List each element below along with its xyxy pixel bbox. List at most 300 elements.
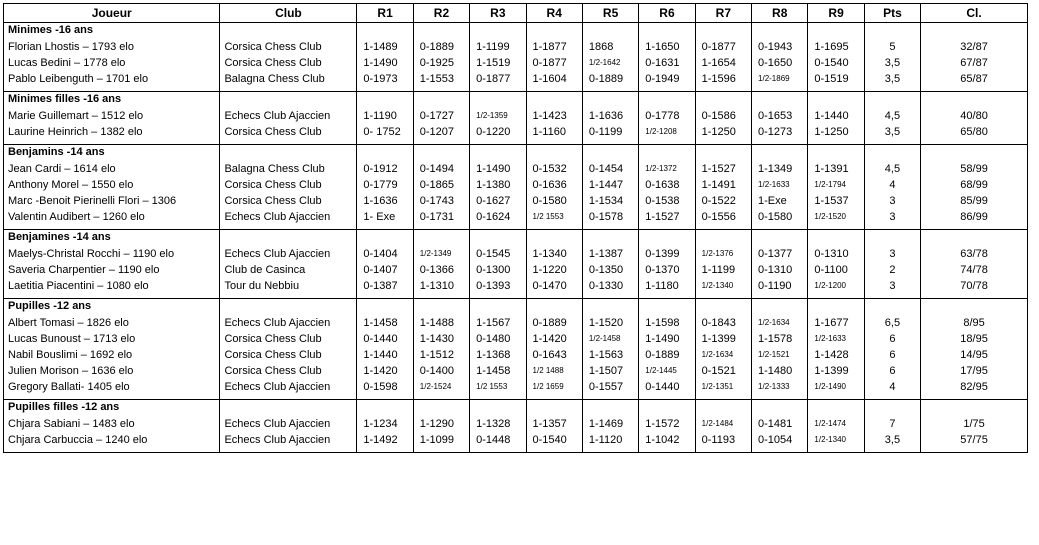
empty-cell — [526, 299, 582, 314]
round-3-result-column — [470, 106, 526, 145]
empty-cell — [639, 299, 695, 314]
round-3-result: 1/2 1553 — [476, 382, 508, 391]
round-8-result: 1/2-1869 — [758, 74, 790, 83]
empty-cell — [357, 230, 413, 245]
round-1-result: 1-1492 — [363, 434, 398, 446]
player-club: Echecs Club Ajaccien — [224, 418, 331, 430]
round-7-result: 1-1199 — [701, 264, 736, 276]
round-1-result-column — [357, 106, 413, 145]
round-1-result: 0-1912 — [363, 163, 398, 175]
header-r3: R3 — [470, 4, 526, 23]
round-2-result: 1-1488 — [419, 317, 455, 329]
group-title: Benjamines -14 ans — [4, 230, 220, 245]
empty-cell — [526, 145, 582, 160]
player-points: 3 — [889, 280, 896, 292]
player-points: 3,5 — [884, 434, 901, 446]
round-5-result: 1-1469 — [588, 418, 624, 430]
round-7-result: 1-1527 — [701, 163, 736, 175]
player-club: Echecs Club Ajaccien — [224, 434, 331, 446]
player-rank: 65/87 — [960, 73, 988, 85]
player-name: Chjara Carbuccia – 1240 elo — [8, 434, 148, 446]
round-9-result: 1-1677 — [814, 317, 849, 329]
round-1-result-column — [357, 244, 413, 299]
round-3-result: 1/2-1359 — [476, 111, 508, 120]
round-3-result: 1-1567 — [476, 317, 511, 329]
empty-cell — [752, 23, 808, 38]
round-3-result-column — [470, 313, 526, 400]
round-6-result: 0-1638 — [645, 179, 680, 191]
player-name: Jean Cardi – 1614 elo — [8, 163, 116, 175]
round-4-result-column — [526, 244, 582, 299]
player-group — [4, 92, 1028, 145]
round-2-result: 1-1512 — [419, 349, 455, 361]
round-3-result: 1-1490 — [476, 163, 511, 175]
player-club: Corsica Chess Club — [224, 333, 322, 345]
empty-cell — [413, 92, 469, 107]
round-5-result: 0-1199 — [588, 126, 623, 138]
round-4-result: 1-1420 — [532, 333, 567, 345]
header-r8: R8 — [752, 4, 808, 23]
round-2-result: 1-1099 — [419, 434, 455, 446]
empty-cell — [921, 299, 1028, 314]
round-3-result-column — [470, 244, 526, 299]
player-club: Echecs Club Ajaccien — [224, 110, 331, 122]
player-points: 4 — [889, 179, 896, 191]
empty-cell — [752, 92, 808, 107]
round-3-result: 0-1480 — [476, 333, 511, 345]
round-1-result: 1-1234 — [363, 418, 398, 430]
round-4-result: 0-1532 — [532, 163, 567, 175]
round-9-result-column — [808, 159, 864, 230]
round-1-result: 0-1407 — [363, 264, 398, 276]
round-5-result-column — [582, 414, 638, 453]
round-7-result: 0-1193 — [701, 434, 736, 446]
empty-cell — [526, 23, 582, 38]
round-9-result: 1-1440 — [814, 110, 849, 122]
round-3-result: 1-1380 — [476, 179, 511, 191]
empty-cell — [921, 230, 1028, 245]
round-2-result-column — [413, 414, 469, 453]
empty-cell — [864, 400, 920, 415]
round-6-result: 0-1399 — [645, 248, 680, 260]
empty-cell — [582, 230, 638, 245]
round-7-result: 1/2-1484 — [701, 419, 734, 428]
player-club: Corsica Chess Club — [224, 41, 322, 53]
round-5-result: 0-1454 — [588, 163, 624, 175]
round-1-result-column — [357, 414, 413, 453]
player-club: Balagna Chess Club — [224, 73, 325, 85]
round-9-result: 1/2-1200 — [814, 281, 846, 290]
round-3-result: 0-1393 — [476, 280, 511, 292]
player-club: Echecs Club Ajaccien — [224, 381, 331, 393]
round-3-result: 0-1545 — [476, 248, 511, 260]
empty-cell — [526, 230, 582, 245]
round-4-result: 1-1423 — [532, 110, 567, 122]
round-2-result-column — [413, 159, 469, 230]
player-rank: 86/99 — [960, 211, 988, 223]
round-7-result: 1-1250 — [701, 126, 736, 138]
round-3-result-column — [470, 37, 526, 92]
player-points-column — [864, 159, 920, 230]
empty-cell — [639, 230, 695, 245]
round-5-result: 1-1120 — [588, 434, 623, 446]
round-7-result: 0-1521 — [701, 365, 736, 377]
round-3-result: 0-1877 — [476, 73, 511, 85]
table-header — [4, 4, 1028, 23]
empty-cell — [695, 299, 751, 314]
round-1-result-column — [357, 159, 413, 230]
round-7-result: 1-1654 — [701, 57, 736, 69]
player-name-column — [4, 313, 220, 400]
player-points: 6 — [889, 333, 896, 345]
empty-cell — [752, 299, 808, 314]
header-r1: R1 — [357, 4, 413, 23]
player-rank: 32/87 — [960, 41, 988, 53]
round-6-result: 0-1778 — [645, 110, 680, 122]
player-points: 3,5 — [884, 126, 901, 138]
player-points: 4,5 — [884, 110, 901, 122]
round-8-result-column — [752, 244, 808, 299]
player-points: 4 — [889, 381, 896, 393]
round-5-result: 0-1350 — [588, 264, 624, 276]
round-8-result: 0-1653 — [758, 110, 793, 122]
round-9-result-column — [808, 244, 864, 299]
round-7-result: 1/2-1376 — [701, 249, 734, 258]
empty-cell — [470, 299, 526, 314]
player-group — [4, 145, 1028, 230]
round-7-result-column — [695, 244, 751, 299]
round-9-result: 1/2-1794 — [814, 180, 846, 189]
player-rank: 85/99 — [960, 195, 988, 207]
round-1-result: 1-1636 — [363, 195, 398, 207]
round-2-result: 1-1310 — [419, 280, 455, 292]
round-8-result-column — [752, 37, 808, 92]
player-name: Chjara Sabiani – 1483 elo — [8, 418, 135, 430]
empty-cell — [470, 400, 526, 415]
player-rank: 1/75 — [963, 418, 985, 430]
empty-cell — [357, 92, 413, 107]
round-6-result: 1/2-1445 — [645, 366, 677, 375]
round-4-result: 1-1160 — [532, 126, 566, 138]
empty-cell — [808, 230, 864, 245]
player-rank: 57/75 — [960, 434, 988, 446]
round-8-result: 0-1481 — [758, 418, 793, 430]
player-rank-column — [921, 159, 1028, 230]
empty-cell — [695, 23, 751, 38]
round-3-result: 1-1519 — [476, 57, 511, 69]
round-9-result-column — [808, 37, 864, 92]
player-rank-column — [921, 414, 1028, 453]
round-9-result: 1-1250 — [814, 126, 849, 138]
player-points: 5 — [889, 41, 896, 53]
player-rank-column — [921, 244, 1028, 299]
round-6-result: 0-1949 — [645, 73, 680, 85]
player-club-column — [220, 37, 357, 92]
round-6-result: 0-1440 — [645, 381, 680, 393]
empty-cell — [413, 23, 469, 38]
round-3-result: 1-1199 — [476, 41, 510, 53]
round-1-result-column — [357, 313, 413, 400]
round-9-result: 1-1428 — [814, 349, 849, 361]
player-points: 7 — [889, 418, 896, 430]
round-5-result-column — [582, 106, 638, 145]
player-rank: 68/99 — [960, 179, 988, 191]
player-rank: 74/78 — [960, 264, 988, 276]
player-club: Balagna Chess Club — [224, 163, 325, 175]
round-1-result: 1-1489 — [363, 41, 398, 53]
header-r4: R4 — [526, 4, 582, 23]
empty-cell — [357, 23, 413, 38]
player-club: Corsica Chess Club — [224, 57, 322, 69]
player-rank: 63/78 — [960, 248, 988, 260]
player-points: 3 — [889, 248, 896, 260]
round-2-result: 0-1889 — [419, 41, 455, 53]
header-r2: R2 — [413, 4, 469, 23]
player-name: Florian Lhostis – 1793 elo — [8, 41, 134, 53]
round-4-result: 0-1580 — [532, 195, 567, 207]
player-club: Club de Casinca — [224, 264, 306, 276]
round-2-result: 0-1925 — [419, 57, 455, 69]
player-name: Valentin Audibert – 1260 elo — [8, 211, 145, 223]
round-2-result-column — [413, 37, 469, 92]
empty-cell — [695, 400, 751, 415]
round-7-result: 0-1586 — [701, 110, 736, 122]
round-5-result: 1-1520 — [588, 317, 624, 329]
round-2-result-column — [413, 244, 469, 299]
empty-cell — [357, 299, 413, 314]
empty-cell — [864, 23, 920, 38]
round-1-result: 0-1440 — [363, 333, 398, 345]
player-name-column — [4, 37, 220, 92]
empty-cell — [921, 92, 1028, 107]
player-club: Echecs Club Ajaccien — [224, 211, 331, 223]
round-9-result: 1/2-1633 — [814, 334, 846, 343]
empty-cell — [695, 145, 751, 160]
player-points: 2 — [889, 264, 896, 276]
empty-cell — [582, 145, 638, 160]
round-2-result-column — [413, 313, 469, 400]
empty-cell — [752, 230, 808, 245]
empty-cell — [921, 400, 1028, 415]
empty-cell — [808, 145, 864, 160]
round-8-result: 1/2-1333 — [758, 382, 790, 391]
round-4-result-column — [526, 106, 582, 145]
empty-cell — [695, 92, 751, 107]
round-9-result: 1-1391 — [814, 163, 849, 175]
group-title: Pupilles -12 ans — [4, 299, 220, 314]
empty-cell — [639, 92, 695, 107]
round-3-result: 1-1458 — [476, 365, 511, 377]
empty-cell — [220, 230, 357, 245]
empty-cell — [220, 145, 357, 160]
header-r7: R7 — [695, 4, 751, 23]
round-6-result-column — [639, 244, 695, 299]
round-1-result: 0- 1752 — [363, 126, 401, 138]
round-2-result: 0-1400 — [419, 365, 455, 377]
group-body-row — [4, 37, 1028, 92]
round-1-result: 1-1420 — [363, 365, 398, 377]
group-title-row — [4, 400, 1028, 415]
group-title: Minimes filles -16 ans — [4, 92, 220, 107]
round-1-result: 1-1440 — [363, 349, 398, 361]
group-title: Minimes -16 ans — [4, 23, 220, 38]
round-6-result: 1/2-1208 — [645, 127, 677, 136]
player-club: Echecs Club Ajaccien — [224, 317, 331, 329]
player-name: Marc -Benoit Pierinelli Flori – 1306 — [8, 195, 177, 207]
empty-cell — [864, 230, 920, 245]
empty-cell — [470, 145, 526, 160]
round-2-result: 1-1290 — [419, 418, 455, 430]
player-name-column — [4, 159, 220, 230]
player-points: 3 — [889, 195, 896, 207]
group-title-row — [4, 230, 1028, 245]
round-3-result: 0-1627 — [476, 195, 511, 207]
player-points-column — [864, 414, 920, 453]
round-6-result: 0-1538 — [645, 195, 680, 207]
round-8-result: 1-Exe — [758, 195, 787, 207]
empty-cell — [639, 400, 695, 415]
player-points-column — [864, 244, 920, 299]
empty-cell — [582, 400, 638, 415]
round-8-result-column — [752, 414, 808, 453]
round-8-result: 1-1480 — [758, 365, 793, 377]
round-4-result: 0-1877 — [532, 57, 567, 69]
player-name: Lucas Bedini – 1778 elo — [8, 57, 126, 69]
round-9-result: 1-1695 — [814, 41, 849, 53]
round-4-result: 0-1540 — [532, 434, 567, 446]
group-title-row — [4, 92, 1028, 107]
round-3-result: 0-1624 — [476, 211, 511, 223]
player-name-column — [4, 414, 220, 453]
round-5-result-column — [582, 244, 638, 299]
player-club-column — [220, 159, 357, 230]
empty-cell — [582, 92, 638, 107]
round-7-result: 1/2-1340 — [701, 281, 734, 290]
round-7-result: 0-1843 — [701, 317, 736, 329]
player-name: Albert Tomasi – 1826 elo — [8, 317, 129, 329]
player-name: Julien Morison – 1636 elo — [8, 365, 134, 377]
round-1-result: 0-1404 — [363, 248, 398, 260]
empty-cell — [582, 299, 638, 314]
player-club: Corsica Chess Club — [224, 349, 322, 361]
round-8-result: 0-1190 — [758, 280, 792, 292]
round-6-result: 1/2-1372 — [645, 164, 677, 173]
round-8-result: 1/2-1633 — [758, 180, 790, 189]
round-2-result: 0-1494 — [419, 163, 455, 175]
player-points: 6 — [889, 365, 896, 377]
player-group — [4, 299, 1028, 400]
player-club: Corsica Chess Club — [224, 126, 322, 138]
empty-cell — [752, 400, 808, 415]
empty-cell — [357, 145, 413, 160]
round-7-result-column — [695, 414, 751, 453]
round-8-result-column — [752, 106, 808, 145]
header-cl: Cl. — [921, 4, 1028, 23]
group-title-row — [4, 23, 1028, 38]
player-name: Gregory Ballati- 1405 elo — [8, 381, 130, 393]
player-rank-column — [921, 106, 1028, 145]
round-9-result: 1-1399 — [814, 365, 849, 377]
empty-cell — [526, 92, 582, 107]
player-club-column — [220, 244, 357, 299]
empty-cell — [808, 400, 864, 415]
player-rank: 17/95 — [960, 365, 988, 377]
player-points: 6,5 — [884, 317, 901, 329]
group-title-row — [4, 145, 1028, 160]
round-7-result: 0-1556 — [701, 211, 736, 223]
round-7-result: 1-1399 — [701, 333, 736, 345]
round-1-result: 1- Exe — [363, 211, 396, 223]
empty-cell — [921, 145, 1028, 160]
round-5-result: 1/2-1642 — [588, 58, 621, 67]
round-2-result: 1/2-1349 — [419, 249, 452, 258]
round-8-result-column — [752, 159, 808, 230]
round-8-result: 1/2-1521 — [758, 350, 790, 359]
round-4-result: 1-1357 — [532, 418, 567, 430]
round-1-result: 0-1779 — [363, 179, 398, 191]
round-6-result: 1-1490 — [645, 333, 680, 345]
player-points: 3,5 — [884, 57, 901, 69]
round-8-result: 0-1054 — [758, 434, 793, 446]
player-name-column — [4, 244, 220, 299]
empty-cell — [808, 92, 864, 107]
round-1-result: 0-1387 — [363, 280, 398, 292]
player-name: Lucas Bunoust – 1713 elo — [8, 333, 136, 345]
round-4-result-column — [526, 159, 582, 230]
round-4-result: 1-1604 — [532, 73, 567, 85]
header-club: Club — [220, 4, 357, 23]
player-name: Marie Guillemart – 1512 elo — [8, 110, 144, 122]
round-3-result: 0-1448 — [476, 434, 511, 446]
player-club: Corsica Chess Club — [224, 195, 322, 207]
round-5-result: 1-1563 — [588, 349, 624, 361]
player-rank: 14/95 — [960, 349, 988, 361]
round-2-result: 0-1865 — [419, 179, 455, 191]
round-5-result: 0-1557 — [588, 381, 624, 393]
player-rank: 40/80 — [960, 110, 988, 122]
round-5-result: 1-1447 — [588, 179, 624, 191]
empty-cell — [413, 299, 469, 314]
empty-cell — [639, 145, 695, 160]
round-4-result: 0-1636 — [532, 179, 567, 191]
empty-cell — [582, 23, 638, 38]
round-9-result: 0-1100 — [814, 264, 848, 276]
round-2-result: 0-1731 — [419, 211, 455, 223]
round-7-result: 1-1491 — [701, 179, 736, 191]
round-6-result-column — [639, 414, 695, 453]
round-1-result: 0-1598 — [363, 381, 398, 393]
round-9-result: 1/2-1520 — [814, 212, 846, 221]
round-6-result: 1-1650 — [645, 41, 680, 53]
round-2-result: 1-1553 — [419, 73, 455, 85]
round-4-result-column — [526, 414, 582, 453]
round-5-result: 1-1507 — [588, 365, 624, 377]
player-group — [4, 230, 1028, 299]
empty-cell — [864, 145, 920, 160]
round-7-result: 1-1596 — [701, 73, 736, 85]
player-name-column — [4, 106, 220, 145]
group-body-row — [4, 313, 1028, 400]
empty-cell — [695, 230, 751, 245]
player-points-column — [864, 37, 920, 92]
empty-cell — [864, 299, 920, 314]
round-7-result: 0-1877 — [701, 41, 736, 53]
round-5-result: 1868 — [588, 41, 614, 53]
empty-cell — [864, 92, 920, 107]
player-rank: 58/99 — [960, 163, 988, 175]
round-9-result-column — [808, 313, 864, 400]
player-club: Corsica Chess Club — [224, 179, 322, 191]
